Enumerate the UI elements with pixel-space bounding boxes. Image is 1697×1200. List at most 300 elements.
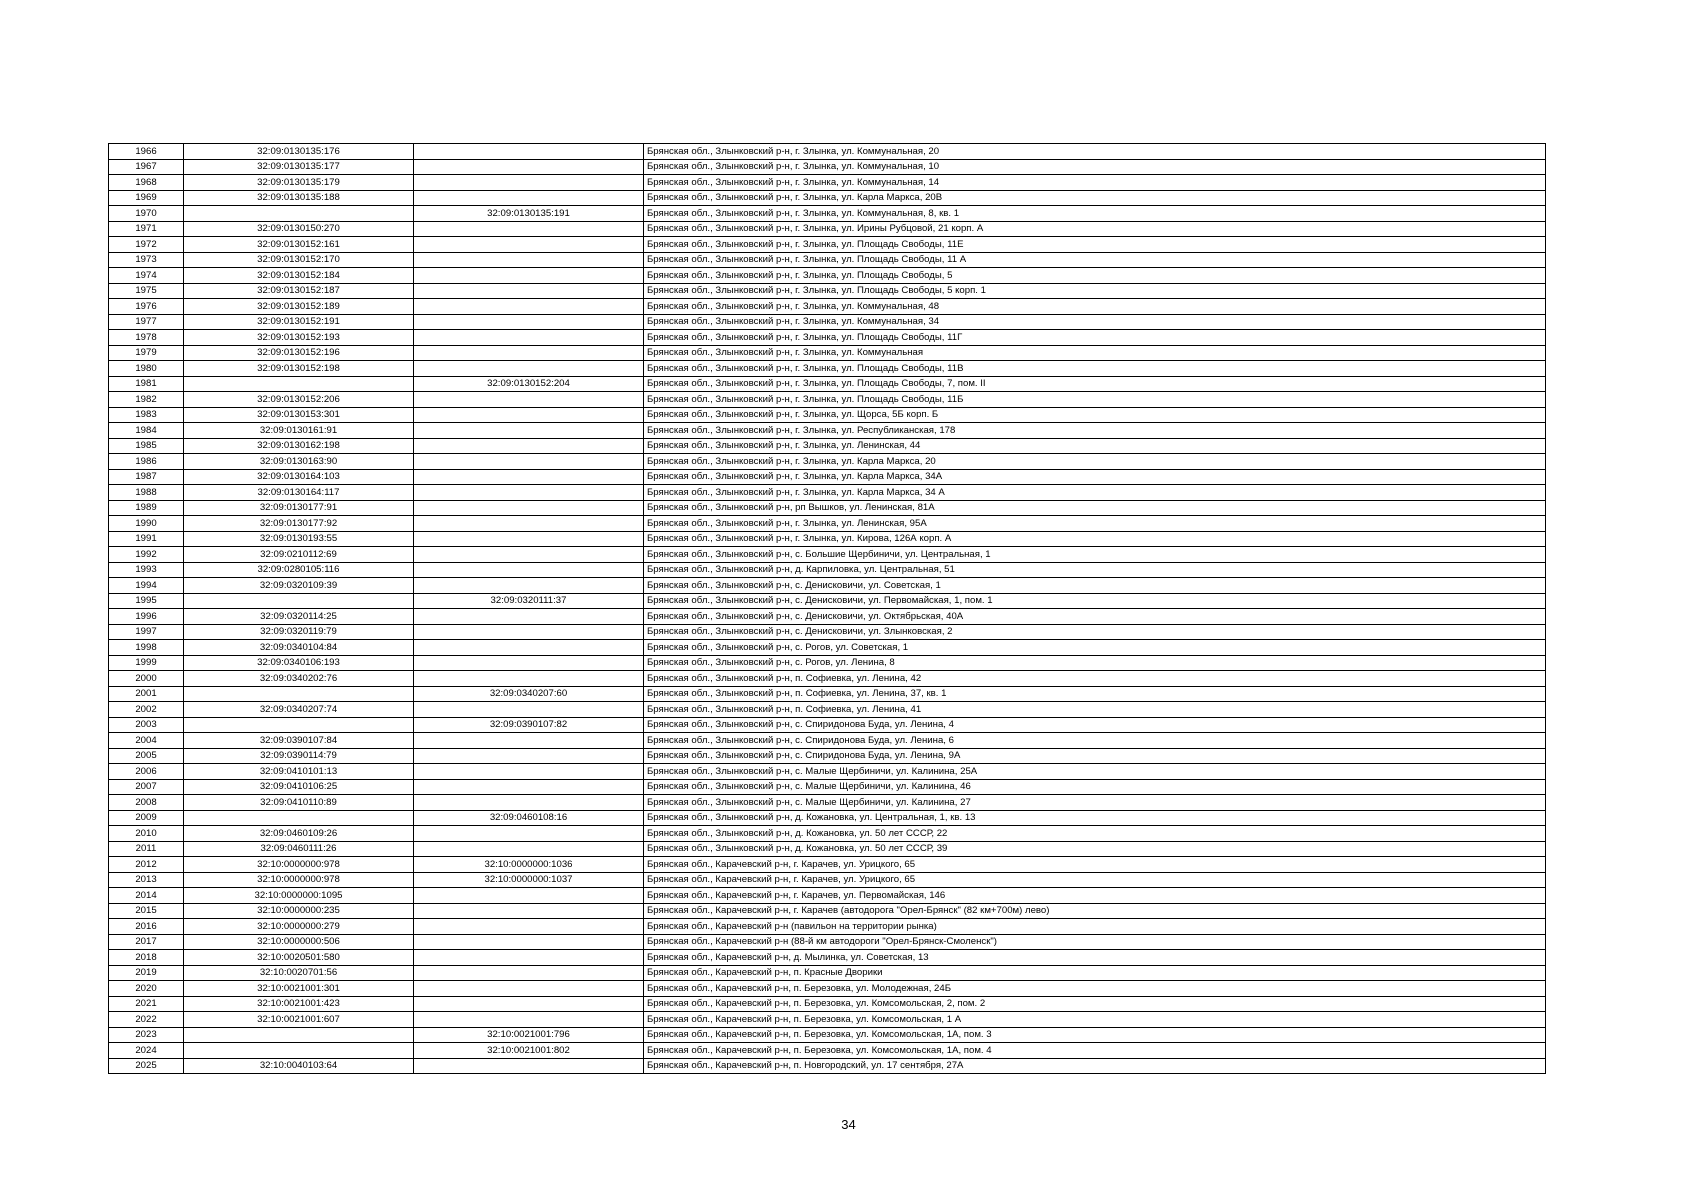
room-cadastral-number-cell: [414, 423, 644, 439]
row-number-cell: 1975: [109, 283, 184, 299]
table-row: [109, 795, 1546, 811]
row-number-cell: 2002: [109, 702, 184, 718]
row-number-cell: 1987: [109, 469, 184, 485]
cadastral-number-cell: 32:09:0460109:26: [184, 826, 414, 842]
page-number: 34: [841, 1117, 856, 1132]
table-row: [109, 562, 1546, 578]
table-row: [109, 283, 1546, 299]
table-row: [109, 965, 1546, 981]
room-cadastral-number-cell: [414, 438, 644, 454]
table-row: [109, 624, 1546, 640]
table-row: [109, 516, 1546, 532]
address-cell: Брянская обл., Злынковский р-н, г. Злынка, ул. Площадь Свободы, 5: [644, 268, 1546, 284]
table-row: [109, 237, 1546, 253]
table-row: [109, 469, 1546, 485]
address-cell: Брянская обл., Злынковский р-н, г. Злынка, ул. Коммунальная: [644, 345, 1546, 361]
address-cell: Брянская обл., Карачевский р-н, г. Карачев (автодорога "Орел-Брянск" (82 км+700м) лево): [644, 903, 1546, 919]
cadastral-number-cell: 32:09:0130152:193: [184, 330, 414, 346]
row-number-cell: 2013: [109, 872, 184, 888]
room-cadastral-number-cell: [414, 175, 644, 191]
table-row: [109, 206, 1546, 222]
address-cell: Брянская обл., Злынковский р-н, г. Злынка, ул. Кирова, 126А корп. А: [644, 531, 1546, 547]
table-row: [109, 376, 1546, 392]
address-cell: Брянская обл., Злынковский р-н, г. Злынка, ул. Ленинская, 44: [644, 438, 1546, 454]
room-cadastral-number-cell: [414, 485, 644, 501]
address-cell: Брянская обл., Злынковский р-н, г. Злынка, ул. Коммунальная, 10: [644, 159, 1546, 175]
cadastral-number-cell: 32:10:0000000:978: [184, 872, 414, 888]
table-row: [109, 841, 1546, 857]
room-cadastral-number-cell: 32:10:0000000:1036: [414, 857, 644, 873]
table-row: [109, 702, 1546, 718]
cadastral-number-cell: 32:10:0020501:580: [184, 950, 414, 966]
table-row: [109, 268, 1546, 284]
row-number-cell: 2017: [109, 934, 184, 950]
cadastral-number-cell: 32:09:0410106:25: [184, 779, 414, 795]
address-cell: Брянская обл., Злынковский р-н, г. Злынка, ул. Коммунальная, 20: [644, 144, 1546, 160]
row-number-cell: 2020: [109, 981, 184, 997]
room-cadastral-number-cell: [414, 469, 644, 485]
address-cell: Брянская обл., Злынковский р-н, д. Кожановка, ул. 50 лет СССР, 39: [644, 841, 1546, 857]
table-row: [109, 950, 1546, 966]
table-row: [109, 454, 1546, 470]
room-cadastral-number-cell: 32:09:0130135:191: [414, 206, 644, 222]
room-cadastral-number-cell: 32:10:0021001:796: [414, 1027, 644, 1043]
address-cell: Брянская обл., Злынковский р-н, г. Злынка, ул. Площадь Свободы, 5 корп. 1: [644, 283, 1546, 299]
cadastral-number-cell: 32:09:0130135:177: [184, 159, 414, 175]
cadastral-number-cell: 32:09:0130163:90: [184, 454, 414, 470]
address-cell: Брянская обл., Карачевский р-н (павильон на территории рынка): [644, 919, 1546, 935]
row-number-cell: 2021: [109, 996, 184, 1012]
cadastral-number-cell: 32:09:0320114:25: [184, 609, 414, 625]
room-cadastral-number-cell: [414, 407, 644, 423]
cadastral-number-cell: 32:09:0130152:196: [184, 345, 414, 361]
address-cell: Брянская обл., Карачевский р-н, п. Березовка, ул. Молодежная, 24Б: [644, 981, 1546, 997]
table-row: [109, 221, 1546, 237]
cadastral-number-cell: 32:09:0130150:270: [184, 221, 414, 237]
address-cell: Брянская обл., Карачевский р-н, п. Новгородский, ул. 17 сентября, 27А: [644, 1058, 1546, 1074]
table-row: [109, 392, 1546, 408]
row-number-cell: 1979: [109, 345, 184, 361]
table-row: [109, 996, 1546, 1012]
cadastral-number-cell: 32:09:0130152:206: [184, 392, 414, 408]
cadastral-number-cell: 32:09:0460111:26: [184, 841, 414, 857]
cadastral-number-cell: 32:09:0280105:116: [184, 562, 414, 578]
row-number-cell: 1967: [109, 159, 184, 175]
room-cadastral-number-cell: [414, 764, 644, 780]
table-row: [109, 1027, 1546, 1043]
cadastral-number-cell: 32:09:0410110:89: [184, 795, 414, 811]
cadastral-number-cell: 32:09:0130152:191: [184, 314, 414, 330]
table-row: [109, 686, 1546, 702]
table-row: [109, 1058, 1546, 1074]
address-cell: Брянская обл., Злынковский р-н, д. Кожановка, ул. 50 лет СССР, 22: [644, 826, 1546, 842]
table-row: [109, 190, 1546, 206]
table-row: [109, 144, 1546, 160]
room-cadastral-number-cell: [414, 841, 644, 857]
room-cadastral-number-cell: [414, 903, 644, 919]
table-row: [109, 299, 1546, 315]
row-number-cell: 2001: [109, 686, 184, 702]
cadastral-number-cell: 32:09:0130177:91: [184, 500, 414, 516]
table-row: [109, 733, 1546, 749]
room-cadastral-number-cell: [414, 268, 644, 284]
table-row: [109, 438, 1546, 454]
table-row: [109, 593, 1546, 609]
cadastral-number-cell: [184, 1027, 414, 1043]
table-row: [109, 748, 1546, 764]
cadastral-number-cell: 32:09:0130152:184: [184, 268, 414, 284]
table-row: [109, 252, 1546, 268]
room-cadastral-number-cell: 32:09:0130152:204: [414, 376, 644, 392]
row-number-cell: 2007: [109, 779, 184, 795]
cadastral-number-cell: 32:09:0210112:69: [184, 547, 414, 563]
row-number-cell: 1974: [109, 268, 184, 284]
address-cell: Брянская обл., Карачевский р-н, г. Карачев, ул. Урицкого, 65: [644, 857, 1546, 873]
address-cell: Брянская обл., Злынковский р-н, п. Софиевка, ул. Ленина, 37, кв. 1: [644, 686, 1546, 702]
room-cadastral-number-cell: [414, 919, 644, 935]
room-cadastral-number-cell: 32:09:0460108:16: [414, 810, 644, 826]
room-cadastral-number-cell: [414, 159, 644, 175]
room-cadastral-number-cell: [414, 314, 644, 330]
room-cadastral-number-cell: [414, 562, 644, 578]
row-number-cell: 2019: [109, 965, 184, 981]
row-number-cell: 2012: [109, 857, 184, 873]
row-number-cell: 2008: [109, 795, 184, 811]
table-row: [109, 779, 1546, 795]
address-cell: Брянская обл., Злынковский р-н, с. Малые Щербиничи, ул. Калинина, 27: [644, 795, 1546, 811]
room-cadastral-number-cell: [414, 516, 644, 532]
address-cell: Брянская обл., Злынковский р-н, г. Злынка, ул. Площадь Свободы, 11Е: [644, 237, 1546, 253]
cadastral-number-cell: [184, 1043, 414, 1059]
table-row: [109, 671, 1546, 687]
row-number-cell: 1990: [109, 516, 184, 532]
address-cell: Брянская обл., Злынковский р-н, рп Вышков, ул. Ленинская, 81А: [644, 500, 1546, 516]
address-cell: Брянская обл., Злынковский р-н, д. Кожановка, ул. Центральная, 1, кв. 13: [644, 810, 1546, 826]
room-cadastral-number-cell: 32:10:0021001:802: [414, 1043, 644, 1059]
room-cadastral-number-cell: [414, 299, 644, 315]
room-cadastral-number-cell: [414, 252, 644, 268]
cadastral-number-cell: 32:09:0410101:13: [184, 764, 414, 780]
row-number-cell: 2022: [109, 1012, 184, 1028]
cadastral-number-cell: 32:09:0340104:84: [184, 640, 414, 656]
cadastral-number-cell: 32:09:0130164:103: [184, 469, 414, 485]
cadastral-number-cell: 32:09:0130152:161: [184, 237, 414, 253]
address-cell: Брянская обл., Карачевский р-н, п. Березовка, ул. Комсомольская, 1А, пом. 4: [644, 1043, 1546, 1059]
row-number-cell: 1989: [109, 500, 184, 516]
table-row: [109, 1043, 1546, 1059]
cadastral-number-cell: [184, 206, 414, 222]
room-cadastral-number-cell: [414, 888, 644, 904]
table-row: [109, 655, 1546, 671]
cadastral-number-cell: 32:10:0021001:423: [184, 996, 414, 1012]
table-row: [109, 423, 1546, 439]
table-row: [109, 609, 1546, 625]
row-number-cell: 2006: [109, 764, 184, 780]
room-cadastral-number-cell: [414, 1012, 644, 1028]
row-number-cell: 2003: [109, 717, 184, 733]
table-row: [109, 872, 1546, 888]
row-number-cell: 1993: [109, 562, 184, 578]
room-cadastral-number-cell: 32:09:0320111:37: [414, 593, 644, 609]
address-cell: Брянская обл., Злынковский р-н, г. Злынка, ул. Республиканская, 178: [644, 423, 1546, 439]
row-number-cell: 2000: [109, 671, 184, 687]
row-number-cell: 1997: [109, 624, 184, 640]
cadastral-number-cell: 32:09:0130135:176: [184, 144, 414, 160]
row-number-cell: 1981: [109, 376, 184, 392]
cadastral-number-cell: [184, 717, 414, 733]
address-cell: Брянская обл., Карачевский р-н (88-й км автодороги "Орел-Брянск-Смоленск"): [644, 934, 1546, 950]
row-number-cell: 2011: [109, 841, 184, 857]
row-number-cell: 1999: [109, 655, 184, 671]
cadastral-number-cell: 32:10:0000000:279: [184, 919, 414, 935]
address-cell: Брянская обл., Злынковский р-н, г. Злынка, ул. Щорса, 5Б корп. Б: [644, 407, 1546, 423]
room-cadastral-number-cell: [414, 361, 644, 377]
cadastral-number-cell: 32:09:0340106:193: [184, 655, 414, 671]
address-cell: Брянская обл., Злынковский р-н, г. Злынка, ул. Коммунальная, 34: [644, 314, 1546, 330]
table-row: [109, 175, 1546, 191]
row-number-cell: 2023: [109, 1027, 184, 1043]
row-number-cell: 1996: [109, 609, 184, 625]
room-cadastral-number-cell: 32:09:0390107:82: [414, 717, 644, 733]
room-cadastral-number-cell: [414, 934, 644, 950]
cadastral-number-cell: [184, 593, 414, 609]
address-cell: Брянская обл., Карачевский р-н, г. Карачев, ул. Урицкого, 65: [644, 872, 1546, 888]
cadastral-number-cell: 32:09:0130152:189: [184, 299, 414, 315]
row-number-cell: 1982: [109, 392, 184, 408]
room-cadastral-number-cell: [414, 392, 644, 408]
row-number-cell: 2025: [109, 1058, 184, 1074]
room-cadastral-number-cell: [414, 950, 644, 966]
room-cadastral-number-cell: [414, 996, 644, 1012]
table-row: [109, 531, 1546, 547]
table-row: [109, 407, 1546, 423]
row-number-cell: 1970: [109, 206, 184, 222]
cadastral-number-cell: [184, 810, 414, 826]
row-number-cell: 1991: [109, 531, 184, 547]
table-row: [109, 857, 1546, 873]
address-cell: Брянская обл., Злынковский р-н, п. Софиевка, ул. Ленина, 41: [644, 702, 1546, 718]
address-cell: Брянская обл., Злынковский р-н, г. Злынка, ул. Ирины Рубцовой, 21 корп. А: [644, 221, 1546, 237]
cadastral-number-cell: 32:09:0130152:198: [184, 361, 414, 377]
row-number-cell: 1968: [109, 175, 184, 191]
row-number-cell: 1976: [109, 299, 184, 315]
room-cadastral-number-cell: [414, 237, 644, 253]
table-row: [109, 578, 1546, 594]
table-row: [109, 500, 1546, 516]
table-row: [109, 361, 1546, 377]
cadastral-number-cell: 32:09:0130153:301: [184, 407, 414, 423]
address-cell: Брянская обл., Карачевский р-н, п. Березовка, ул. Комсомольская, 2, пом. 2: [644, 996, 1546, 1012]
cadastral-number-cell: 32:10:0000000:506: [184, 934, 414, 950]
cadastral-number-cell: 32:09:0340202:76: [184, 671, 414, 687]
address-cell: Брянская обл., Злынковский р-н, г. Злынка, ул. Коммунальная, 48: [644, 299, 1546, 315]
address-cell: Брянская обл., Злынковский р-н, г. Злынка, ул. Ленинская, 95А: [644, 516, 1546, 532]
row-number-cell: 2024: [109, 1043, 184, 1059]
table-row: [109, 330, 1546, 346]
table-row: [109, 640, 1546, 656]
cadastral-number-cell: 32:09:0320109:39: [184, 578, 414, 594]
cadastral-number-cell: 32:09:0130152:187: [184, 283, 414, 299]
room-cadastral-number-cell: [414, 345, 644, 361]
room-cadastral-number-cell: [414, 547, 644, 563]
cadastral-number-cell: 32:09:0130193:55: [184, 531, 414, 547]
cadastral-number-cell: 32:10:0021001:607: [184, 1012, 414, 1028]
address-cell: Брянская обл., Злынковский р-н, с. Рогов, ул. Советская, 1: [644, 640, 1546, 656]
row-number-cell: 2009: [109, 810, 184, 826]
registry-table: [108, 143, 1546, 1074]
row-number-cell: 2010: [109, 826, 184, 842]
row-number-cell: 1983: [109, 407, 184, 423]
room-cadastral-number-cell: [414, 531, 644, 547]
table-row: [109, 888, 1546, 904]
row-number-cell: 1988: [109, 485, 184, 501]
address-cell: Брянская обл., Злынковский р-н, г. Злынка, ул. Площадь Свободы, 11Б: [644, 392, 1546, 408]
room-cadastral-number-cell: [414, 609, 644, 625]
row-number-cell: 1977: [109, 314, 184, 330]
room-cadastral-number-cell: [414, 330, 644, 346]
room-cadastral-number-cell: [414, 779, 644, 795]
table-row: [109, 717, 1546, 733]
cadastral-number-cell: 32:10:0000000:235: [184, 903, 414, 919]
address-cell: Брянская обл., Карачевский р-н, д. Мылинка, ул. Советская, 13: [644, 950, 1546, 966]
row-number-cell: 1992: [109, 547, 184, 563]
cadastral-number-cell: 32:10:0040103:64: [184, 1058, 414, 1074]
address-cell: Брянская обл., Злынковский р-н, г. Злынка, ул. Карла Маркса, 34А: [644, 469, 1546, 485]
row-number-cell: 1969: [109, 190, 184, 206]
row-number-cell: 1972: [109, 237, 184, 253]
cadastral-number-cell: 32:09:0390114:79: [184, 748, 414, 764]
row-number-cell: 1971: [109, 221, 184, 237]
room-cadastral-number-cell: [414, 500, 644, 516]
address-cell: Брянская обл., Карачевский р-н, п. Березовка, ул. Комсомольская, 1 А: [644, 1012, 1546, 1028]
cadastral-number-cell: 32:09:0130177:92: [184, 516, 414, 532]
address-cell: Брянская обл., Злынковский р-н, с. Денисковичи, ул. Октябрьская, 40А: [644, 609, 1546, 625]
row-number-cell: 1985: [109, 438, 184, 454]
room-cadastral-number-cell: [414, 733, 644, 749]
table-row: [109, 1012, 1546, 1028]
cadastral-number-cell: 32:09:0130135:188: [184, 190, 414, 206]
row-number-cell: 1973: [109, 252, 184, 268]
address-cell: Брянская обл., Злынковский р-н, г. Злынка, ул. Карла Маркса, 20В: [644, 190, 1546, 206]
room-cadastral-number-cell: [414, 965, 644, 981]
room-cadastral-number-cell: [414, 702, 644, 718]
address-cell: Брянская обл., Злынковский р-н, г. Злынка, ул. Площадь Свободы, 11Г: [644, 330, 1546, 346]
table-row: [109, 314, 1546, 330]
address-cell: Брянская обл., Злынковский р-н, д. Карпиловка, ул. Центральная, 51: [644, 562, 1546, 578]
cadastral-number-cell: 32:10:0000000:978: [184, 857, 414, 873]
address-cell: Брянская обл., Злынковский р-н, г. Злынка, ул. Площадь Свободы, 7, пом. II: [644, 376, 1546, 392]
cadastral-number-cell: 32:09:0320119:79: [184, 624, 414, 640]
address-cell: Брянская обл., Злынковский р-н, с. Малые Щербиничи, ул. Калинина, 25А: [644, 764, 1546, 780]
room-cadastral-number-cell: 32:10:0000000:1037: [414, 872, 644, 888]
row-number-cell: 1994: [109, 578, 184, 594]
row-number-cell: 1980: [109, 361, 184, 377]
address-cell: Брянская обл., Злынковский р-н, г. Злынка, ул. Площадь Свободы, 11 А: [644, 252, 1546, 268]
cadastral-number-cell: 32:10:0021001:301: [184, 981, 414, 997]
table-row: [109, 159, 1546, 175]
cadastral-number-cell: 32:09:0130164:117: [184, 485, 414, 501]
cadastral-number-cell: 32:09:0130162:198: [184, 438, 414, 454]
address-cell: Брянская обл., Злынковский р-н, п. Софиевка, ул. Ленина, 42: [644, 671, 1546, 687]
address-cell: Брянская обл., Злынковский р-н, с. Большие Щербиничи, ул. Центральная, 1: [644, 547, 1546, 563]
address-cell: Брянская обл., Карачевский р-н, п. Березовка, ул. Комсомольская, 1А, пом. 3: [644, 1027, 1546, 1043]
row-number-cell: 2018: [109, 950, 184, 966]
cadastral-number-cell: 32:09:0390107:84: [184, 733, 414, 749]
room-cadastral-number-cell: [414, 578, 644, 594]
address-cell: Брянская обл., Злынковский р-н, с. Рогов, ул. Ленина, 8: [644, 655, 1546, 671]
room-cadastral-number-cell: [414, 655, 644, 671]
room-cadastral-number-cell: [414, 795, 644, 811]
address-cell: Брянская обл., Злынковский р-н, с. Денисковичи, ул. Злынковская, 2: [644, 624, 1546, 640]
table-row: [109, 903, 1546, 919]
table-row: [109, 764, 1546, 780]
room-cadastral-number-cell: [414, 826, 644, 842]
room-cadastral-number-cell: [414, 640, 644, 656]
address-cell: Брянская обл., Злынковский р-н, г. Злынка, ул. Площадь Свободы, 11В: [644, 361, 1546, 377]
cadastral-number-cell: 32:10:0020701:56: [184, 965, 414, 981]
row-number-cell: 1986: [109, 454, 184, 470]
room-cadastral-number-cell: [414, 283, 644, 299]
room-cadastral-number-cell: [414, 748, 644, 764]
cadastral-number-cell: 32:09:0130135:179: [184, 175, 414, 191]
table-row: [109, 485, 1546, 501]
address-cell: Брянская обл., Злынковский р-н, г. Злынка, ул. Коммунальная, 8, кв. 1: [644, 206, 1546, 222]
cadastral-number-cell: 32:09:0340207:74: [184, 702, 414, 718]
address-cell: Брянская обл., Злынковский р-н, г. Злынка, ул. Коммунальная, 14: [644, 175, 1546, 191]
row-number-cell: 1978: [109, 330, 184, 346]
address-cell: Брянская обл., Карачевский р-н, г. Карачев, ул. Первомайская, 146: [644, 888, 1546, 904]
room-cadastral-number-cell: [414, 221, 644, 237]
row-number-cell: 1984: [109, 423, 184, 439]
address-cell: Брянская обл., Злынковский р-н, с. Денисковичи, ул. Первомайская, 1, пом. 1: [644, 593, 1546, 609]
cadastral-number-cell: [184, 686, 414, 702]
room-cadastral-number-cell: [414, 144, 644, 160]
row-number-cell: 2004: [109, 733, 184, 749]
room-cadastral-number-cell: [414, 1058, 644, 1074]
address-cell: Брянская обл., Злынковский р-н, г. Злынка, ул. Карла Маркса, 20: [644, 454, 1546, 470]
table-row: [109, 547, 1546, 563]
row-number-cell: 2015: [109, 903, 184, 919]
room-cadastral-number-cell: 32:09:0340207:60: [414, 686, 644, 702]
address-cell: Брянская обл., Злынковский р-н, г. Злынка, ул. Карла Маркса, 34 А: [644, 485, 1546, 501]
cadastral-number-cell: [184, 376, 414, 392]
cadastral-number-cell: 32:09:0130161:91: [184, 423, 414, 439]
table-row: [109, 919, 1546, 935]
address-cell: Брянская обл., Злынковский р-н, с. Спиридонова Буда, ул. Ленина, 6: [644, 733, 1546, 749]
registry-table-body: [109, 144, 1546, 1074]
row-number-cell: 1966: [109, 144, 184, 160]
cadastral-number-cell: 32:09:0130152:170: [184, 252, 414, 268]
table-row: [109, 345, 1546, 361]
table-row: [109, 981, 1546, 997]
table-row: [109, 810, 1546, 826]
address-cell: Брянская обл., Карачевский р-н, п. Красные Дворики: [644, 965, 1546, 981]
room-cadastral-number-cell: [414, 454, 644, 470]
row-number-cell: 2005: [109, 748, 184, 764]
cadastral-number-cell: 32:10:0000000:1095: [184, 888, 414, 904]
address-cell: Брянская обл., Злынковский р-н, с. Малые Щербиничи, ул. Калинина, 46: [644, 779, 1546, 795]
room-cadastral-number-cell: [414, 624, 644, 640]
address-cell: Брянская обл., Злынковский р-н, с. Спиридонова Буда, ул. Ленина, 9А: [644, 748, 1546, 764]
row-number-cell: 2016: [109, 919, 184, 935]
room-cadastral-number-cell: [414, 671, 644, 687]
table-row: [109, 826, 1546, 842]
address-cell: Брянская обл., Злынковский р-н, с. Спиридонова Буда, ул. Ленина, 4: [644, 717, 1546, 733]
room-cadastral-number-cell: [414, 190, 644, 206]
room-cadastral-number-cell: [414, 981, 644, 997]
address-cell: Брянская обл., Злынковский р-н, с. Денисковичи, ул. Советская, 1: [644, 578, 1546, 594]
row-number-cell: 2014: [109, 888, 184, 904]
